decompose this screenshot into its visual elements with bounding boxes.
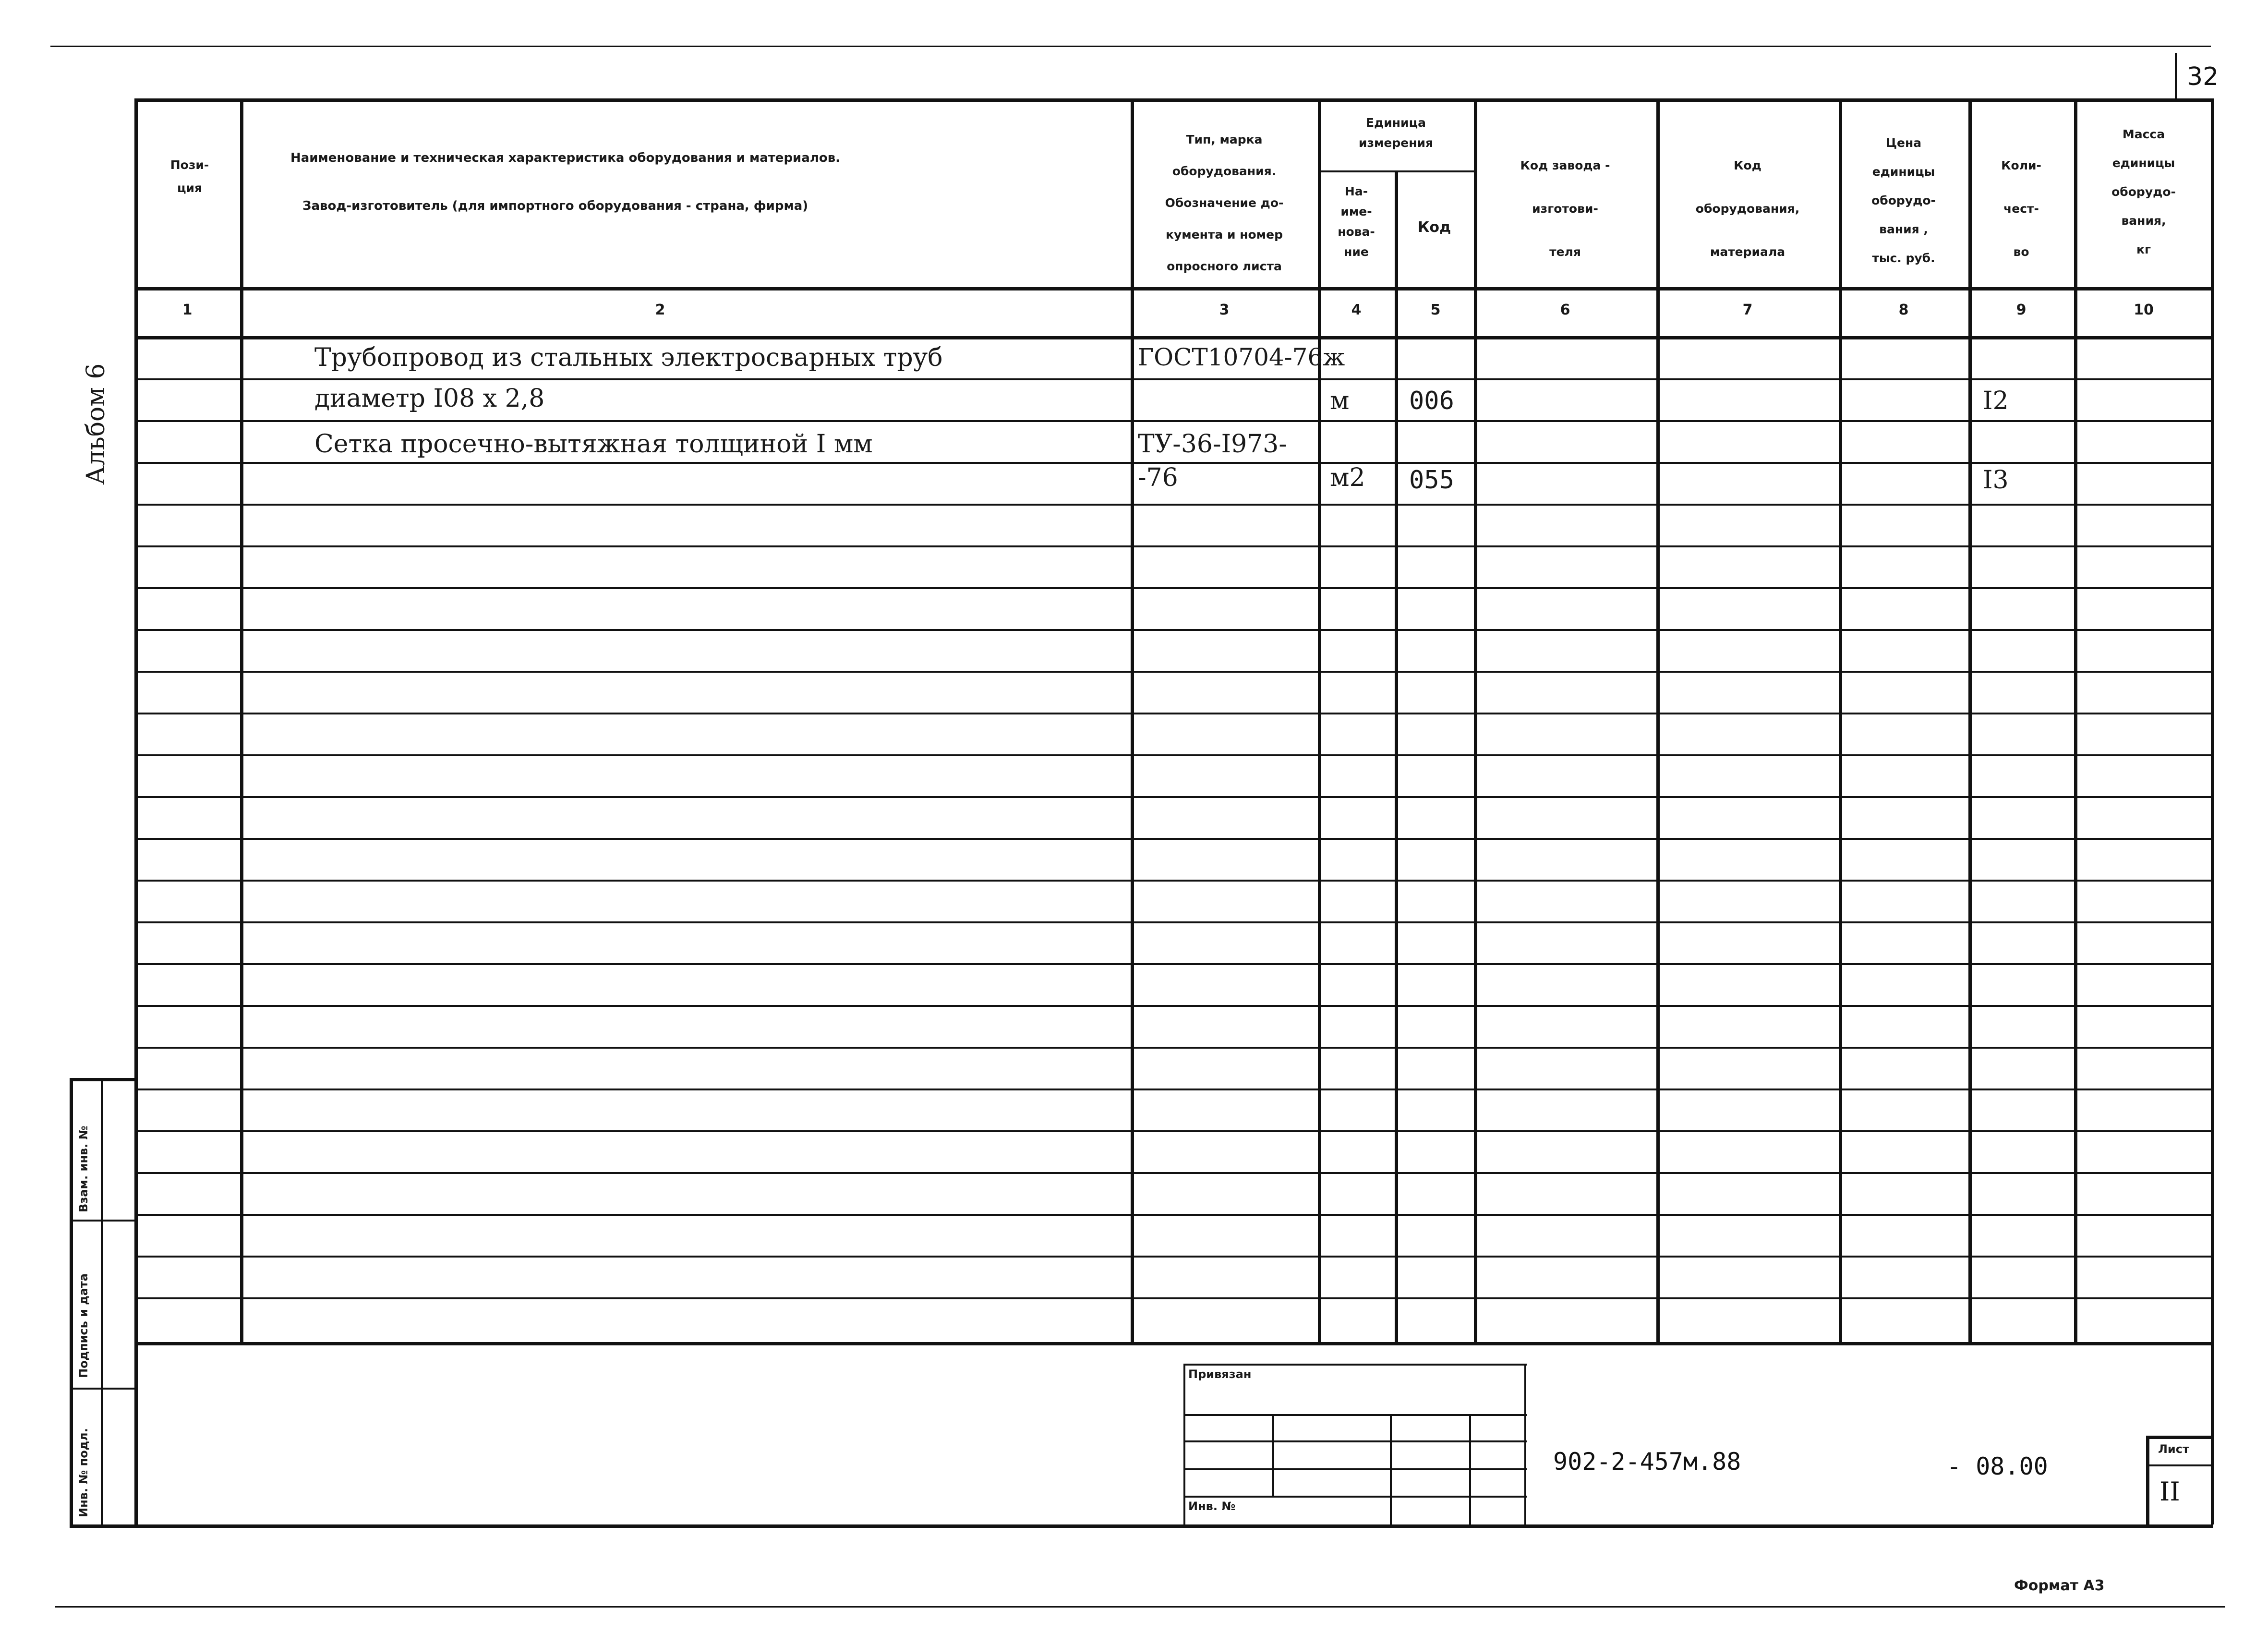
col-line-5 bbox=[1474, 98, 1477, 1342]
row2-unit: м bbox=[1330, 387, 1350, 415]
colnum-9: 9 bbox=[2016, 302, 2027, 318]
bottom-border-line bbox=[55, 1606, 2225, 1608]
col-line-9 bbox=[2074, 98, 2077, 1342]
header-equipment-code: Код оборудования, материала bbox=[1695, 158, 1800, 259]
colnum-8: 8 bbox=[1898, 302, 1909, 318]
row3-name: Сетка просечно-вытяжная толщиной I мм bbox=[314, 430, 873, 459]
colnum-6: 6 bbox=[1560, 302, 1570, 318]
list-number: II bbox=[2159, 1476, 2180, 1507]
frame-right bbox=[2211, 98, 2214, 1524]
table-body-bottom bbox=[134, 1342, 2213, 1345]
stamp-strip-mid bbox=[101, 1078, 103, 1524]
header-bottom bbox=[134, 287, 2213, 290]
list-box-top bbox=[2146, 1436, 2213, 1439]
inv-no-label: Инв. № bbox=[1188, 1500, 1236, 1513]
privyazan-left bbox=[1183, 1364, 1185, 1524]
privyazan-right bbox=[1524, 1364, 1526, 1524]
corner-sheet-number: 32 bbox=[2187, 62, 2219, 91]
col-line-4 bbox=[1395, 170, 1398, 1342]
header-unit-name: На- име- нова- ние bbox=[1338, 184, 1375, 259]
row4-code: 055 bbox=[1409, 466, 1454, 495]
privyazan-label: Привязан bbox=[1188, 1367, 1252, 1381]
row4-unit: м2 bbox=[1330, 463, 1365, 492]
row3-type: ТУ-36-I973- bbox=[1138, 430, 1287, 459]
list-label: Лист bbox=[2158, 1442, 2189, 1456]
colnum-2: 2 bbox=[655, 302, 665, 318]
list-box-mid bbox=[2146, 1464, 2213, 1466]
privyazan-line-2 bbox=[1183, 1440, 1527, 1442]
col-line-7 bbox=[1839, 98, 1842, 1342]
stamp-divider-2 bbox=[70, 1388, 134, 1390]
album-label: Альбом 6 bbox=[82, 363, 110, 485]
colnum-1: 1 bbox=[182, 302, 193, 318]
frame-bottom bbox=[70, 1524, 2213, 1528]
doc-suffix: - 08.00 bbox=[1947, 1452, 2048, 1480]
header-type: Тип, марка оборудования. Обозначение до- кумента и номер опросного листа bbox=[1165, 133, 1284, 273]
stamp-divider-1 bbox=[70, 1220, 134, 1222]
row2-qty: I2 bbox=[1983, 387, 2009, 415]
header-name-line1: Наименование и техническая характеристика оборудования и материалов. bbox=[290, 151, 841, 165]
header-mass: Масса единицы оборудо- вания, кг bbox=[2111, 127, 2176, 256]
header-name-line2: Завод-изготовитель (для импортного оборудования - страна, фирма) bbox=[302, 199, 808, 213]
header-position: Пози- ция bbox=[170, 158, 209, 195]
colnum-3: 3 bbox=[1219, 302, 1230, 318]
format-label: Формат А3 bbox=[2014, 1577, 2105, 1594]
header-factory-code: Код завода - изготови- теля bbox=[1520, 158, 1610, 259]
col-line-1 bbox=[240, 98, 243, 1342]
colnum-7: 7 bbox=[1742, 302, 1753, 318]
colnum-4: 4 bbox=[1351, 302, 1362, 318]
stamp-strip-left bbox=[70, 1078, 73, 1524]
row2-name: диаметр I08 x 2,8 bbox=[314, 384, 545, 413]
col-line-8 bbox=[1968, 98, 1972, 1342]
list-box-left bbox=[2146, 1436, 2149, 1524]
row4-qty: I3 bbox=[1983, 466, 2009, 495]
privyazan-line-1 bbox=[1183, 1414, 1527, 1416]
privyazan-v3 bbox=[1469, 1414, 1471, 1524]
header-unit-group: Единица измерения bbox=[1358, 116, 1434, 150]
privyazan-top bbox=[1183, 1364, 1527, 1366]
col-line-6 bbox=[1656, 98, 1660, 1342]
header-unit-code: Код bbox=[1417, 219, 1451, 236]
table-top bbox=[134, 98, 2213, 102]
stamp-podpis-label: Подпись и дата bbox=[77, 1273, 90, 1378]
colnum-5: 5 bbox=[1430, 302, 1441, 318]
privyazan-line-4 bbox=[1183, 1496, 1527, 1498]
unit-group-divider bbox=[1318, 170, 1474, 172]
top-border-line bbox=[50, 46, 2211, 47]
colnum-10: 10 bbox=[2134, 302, 2154, 318]
stamp-vzam-label: Взам. инв. № bbox=[77, 1125, 90, 1212]
stamp-inv-label: Инв. № подл. bbox=[77, 1428, 90, 1517]
col-line-3 bbox=[1318, 98, 1321, 1342]
row1-type: ГОСТ10704-76ж bbox=[1138, 343, 1345, 371]
row4-type: -76 bbox=[1138, 463, 1178, 492]
header-price: Цена единицы оборудо- вания , тыс. руб. bbox=[1871, 136, 1936, 265]
doc-code: 902-2-457м.88 bbox=[1553, 1448, 1741, 1476]
frame-left bbox=[134, 98, 138, 1524]
stamp-strip-top bbox=[70, 1078, 134, 1081]
privyazan-v2 bbox=[1390, 1414, 1392, 1524]
corner-box-left bbox=[2175, 53, 2177, 101]
row2-code: 006 bbox=[1409, 387, 1454, 415]
privyazan-v1 bbox=[1272, 1414, 1274, 1496]
col-line-2 bbox=[1131, 98, 1134, 1342]
header-quantity: Коли- чест- во bbox=[2001, 158, 2041, 259]
privyazan-line-3 bbox=[1183, 1468, 1527, 1470]
row1-name: Трубопровод из стальных электросварных труб bbox=[314, 343, 943, 372]
colnum-bottom bbox=[134, 336, 2213, 339]
